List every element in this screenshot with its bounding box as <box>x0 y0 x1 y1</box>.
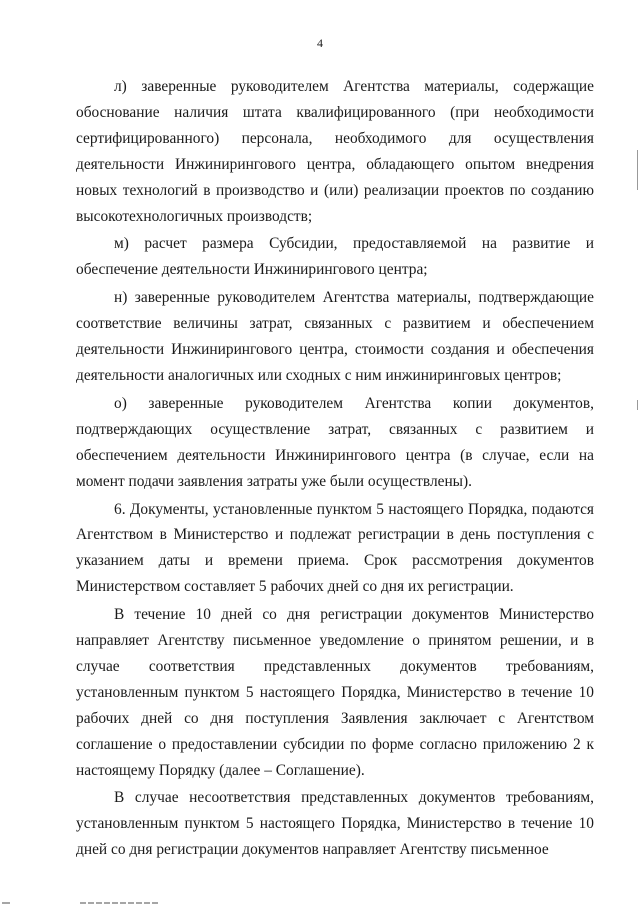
scan-bottom-artifact <box>0 901 200 905</box>
scan-edge-mark <box>637 400 638 410</box>
scan-edge-mark <box>637 150 638 190</box>
paragraph-item-m: м) расчет размера Субсидии, предоставляемой на развитие и обеспечение деятельности Инжинирингового центра; <box>76 235 594 279</box>
paragraph-item-l: л) заверенные руководителем Агентства материалы, содержащие обоснование наличия штата квалифицированного (при необходимости сертифицированного) персонала, необходимого для осуществления деятельности Инжинирингового центра, обладающего опытом внедрения новых технологий в производство и (или) реализации проектов по созданию высокотехнологичных производств; <box>76 78 594 225</box>
document-body <box>76 74 594 863</box>
paragraph-mismatch-case: В случае несоответствия представленных документов требованиям, установленным пунктом 5 настоящего Порядка, Министерство в течение 10 дней со дня регистрации документов направляет Агентству письменное <box>76 789 594 859</box>
paragraph-item-o: о) заверенные руководителем Агентства копии документов, подтверждающих осуществление затрат, связанных с развитием и обеспечением деятельности Инжинирингового центра (в случае, если на момент подачи заявления затраты уже были осуществлены). <box>76 394 594 490</box>
paragraph-section-6: 6. Документы, установленные пунктом 5 настоящего Порядка, подаются Агентством в Министерство и подлежат регистрации в день поступления с указанием даты и времени приема. Срок рассмотрения документов Министерством составляет 5 рабочих дней со дня их регистрации. <box>76 500 594 596</box>
page-number: 4 <box>317 36 323 50</box>
paragraph-item-n: н) заверенные руководителем Агентства материалы, подтверждающие соответствие величины затрат, связанных с развитием и обеспечением деятельности Инжинирингового центра, стоимости создания и обеспечения деятельности аналогичных или сходных с ним инжиниринговых центров; <box>76 289 594 384</box>
paragraph-decision-notice: В течение 10 дней со дня регистрации документов Министерство направляет Агентству письменное уведомление о принятом решении, и в случае соответствия представленных документов требованиям, установленным пунктом 5 настоящего Порядка, Министерство в течение 10 рабочих дней со дня поступления Заявления заключает с Агентством соглашение о предоставлении субсидии по форме согласно приложению 2 к настоящему Порядку (далее – Соглашение). <box>76 606 594 779</box>
